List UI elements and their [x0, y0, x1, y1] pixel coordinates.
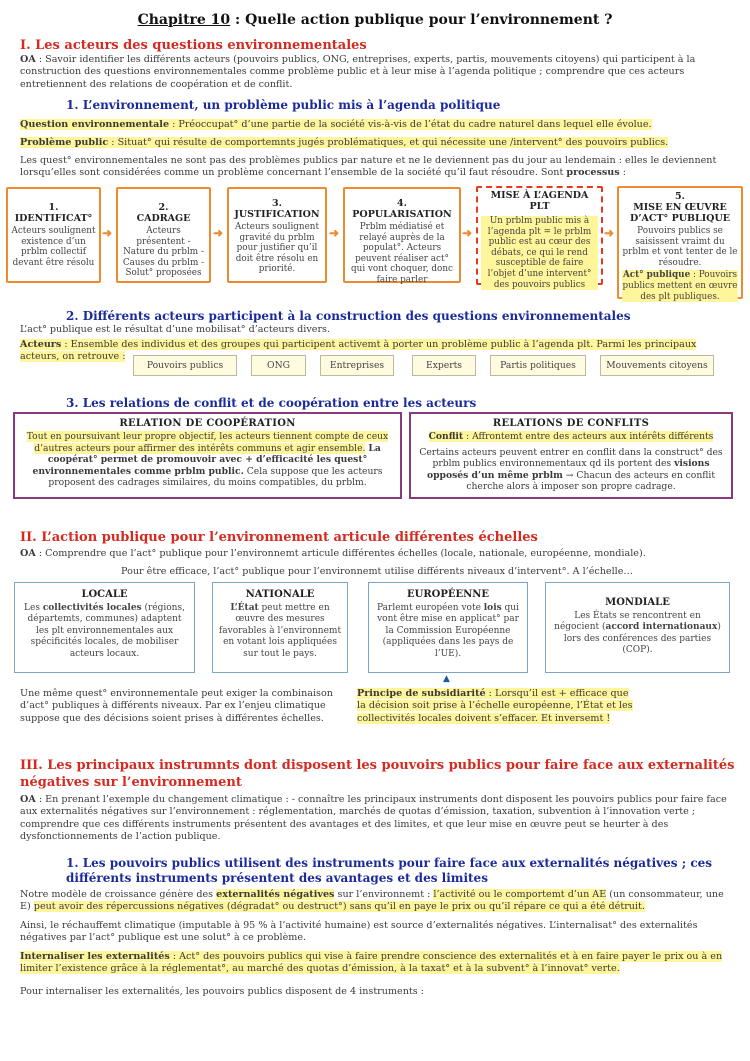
section-1-heading: I. Les acteurs des questions environnementales — [20, 38, 367, 53]
level-mondiale-box: MONDIALE Les États se rencontrent en négocient (accord internationaux) lors des conférences des parties (COP). — [545, 582, 730, 673]
subsection-1-1-heading: 1. L’environnement, un problème public mis à l’agenda politique — [66, 98, 501, 112]
subsection-1-2-heading: 2. Différents acteurs participent à la construction des questions environnementales — [66, 309, 631, 323]
section-2-intro: Pour être efficace, l’act° publique pour l’environnemt utilise différents niveaux d’intervent°. A l’échelle… — [121, 566, 634, 577]
process-step-popularisation: 4. POPULARISATION Prblm médiatisé et relayé auprès de la populat°. Acteurs peuvent réaliser act° qui vont choquer, donc faire parler — [343, 187, 461, 283]
actor-pouvoirs-publics: Pouvoirs publics — [133, 355, 237, 376]
process-step-mise-en-oeuvre: 5. MISE EN ŒUVRE D’ACT° PUBLIQUE Pouvoirs publics se saisissent vraimt du prblm et vont tenter de le résoudre. Act° publique : Pouvoirs publics mettent en œuvre des plt publiques. — [617, 186, 743, 299]
actor-ong: ONG — [251, 355, 306, 376]
level-europeenne-box: EUROPÉENNE Parlemt européen vote lois qui vont être mise en applicat° par la Commission Européenne (appliquées dans les pays de l’UE). — [368, 582, 528, 673]
paragraph-externalites: Notre modèle de croissance génère des externalités négatives sur l’environnemt : l’activité ou le comportemt d’un AE (un consommateur, une E) peut avoir des répercussions négatives (dégradat° ou destruct°) sans qu’il en paye le prix ou qu’il répare ce qui a été détruit. — [20, 889, 724, 913]
process-step-mise-agenda: MISE À L’AGENDA PLT Un prblm public mis à l’agenda plt = le prblm public est au cœur des débats, ce qui le rend susceptible de faire l’objet d’une intervent° des pouvoirs publics — [476, 186, 603, 285]
actor-entreprises: Entreprises — [320, 355, 394, 376]
arrow-up-icon: ▲ — [443, 674, 450, 684]
paragraph-problemes-publics: Les quest° environnementales ne sont pas des problèmes publics par nature et ne le deviennent pas du jour au lendemain : elles le deviennent lorsqu’elles sont considérées comme un problème concernant l’ensemble de la société qu’il faut résoudre. Sont processus : — [20, 155, 717, 179]
page-title — [0, 12, 750, 28]
arrow-right-icon: ➜ — [102, 226, 113, 240]
section-2-objectives: OA : Comprendre que l’act° publique pour l’environnemt articule différentes échelles (locale, nationale, européenne, mondiale). — [20, 548, 646, 559]
process-step-cadrage: 2. CADRAGE Acteurs présentent - Nature du prblm - Causes du prblm - Solut° proposées — [116, 187, 211, 283]
process-step-identification: 1. IDENTIFICAT° Acteurs soulignent existence d’un prblm collectif devant être résolu — [6, 187, 101, 283]
actor-partis-politiques: Partis politiques — [490, 355, 586, 376]
definition-probleme-public: Problème public : Situat° qui résulte de comportemnts jugés problématiques, et qui nécessite une /intervent° des pouvoirs publics. — [20, 137, 669, 148]
subsection-1-3-heading: 3. Les relations de conflit et de coopération entre les acteurs — [66, 396, 477, 410]
paragraph-instruments: Pour internaliser les externalités, les pouvoirs publics disposent de 4 instruments : — [20, 986, 424, 997]
actor-experts: Experts — [412, 355, 476, 376]
arrow-right-icon: ➜ — [329, 226, 340, 240]
section-3-objectives: OA : En prenant l’exemple du changement climatique : - connaître les principaux instruments dont disposent les pouvoirs publics pour faire face aux externalités négatives sur l’environnement : réglementation, marchés de quotas d’émission, taxation, subvention à l’innovation verte ; comprendre que ces différents instruments présentent des avantages et des limites, et que leur mise en œuvre peut se heurter à des dysfonctionnements de l’action publique. — [20, 794, 727, 843]
subsection-1-2-intro: L’act° publique est le résultat d’une mobilisat° d’acteurs divers. — [20, 324, 331, 335]
definition-question-env: Question environnementale : Préoccupat° d’une partie de la société vis-à-vis de l’état du cadre naturel dans lequel elle évolue. — [20, 119, 652, 130]
arrow-right-icon: ➜ — [213, 226, 224, 240]
process-step-justification: 3. JUSTIFICATION Acteurs soulignent gravité du prblm pour justifier qu’il doit être résolu en priorité. — [227, 187, 327, 283]
conflict-box: RELATIONS DE CONFLITS Conflit : Affrontemt entre des acteurs aux intérêts différents Certains acteurs peuvent entrer en conflit dans la construct° des prblm publics environnementaux qd ils portent des visions opposés d’un même prblm → Chacun des acteurs en conflit cherche alors à imposer son propre cadrage. — [409, 412, 733, 499]
chapter-label: Chapitre 10 — [137, 12, 231, 28]
paragraph-rechauffement: Ainsi, le réchauffemt climatique (imputable à 95 % à l’activité humaine) est source d’externalités négatives. L’internalisat° des externalités négatives par l’act° publique est une solut° à ce problème. — [20, 920, 698, 944]
cooperation-box: RELATION DE COOPÉRATION Tout en poursuivant leur propre objectif, les acteurs tiennent compte de ceux d’autres acteurs pour affirmer des intérêts communs et agir ensemble. La coopérat° permet de promouvoir avec + d’efficacité les quest° environnementales comme prblm public. Cela suppose que les acteurs proposent des cadrages similaires, du moins compatibles, du prblm. — [13, 412, 402, 499]
arrow-right-icon: ➜ — [462, 226, 473, 240]
section-1-objectives: OA : Savoir identifier les différents acteurs (pouvoirs publics, ONG, entreprises, experts, partis, mouvements citoyens) qui participent à la construction des questions environnementales comme problème public et à leur mise à l’agenda politique ; comprendre que ces acteurs entretiennent des relations de coopération et de conflit. — [20, 54, 696, 90]
definition-acteurs: Acteurs : Ensemble des individus et des groupes qui participent activemt à porter un problème public à l’agenda plt. Parmi les principaux acteurs, on retrouve : — [20, 339, 697, 363]
section-2-heading: II. L’action publique pour l’environnement articule différentes échelles — [20, 530, 538, 545]
chapter-title: : Quelle action publique pour l’environnement ? — [230, 12, 613, 28]
section-2-paragraph: Une même quest° environnementale peut exiger la combinaison d’act° publiques à différents niveaux. Par ex l’enjeu climatique suppose que des décisions soient prises à différentes échelles. — [20, 688, 333, 724]
definition-internaliser: Internaliser les externalités : Act° des pouvoirs publics qui vise à faire prendre conscience des externalités et à en faire payer le prix ou à en limiter l’existence grâce à la réglementat°, au marché des quotas d’émission, à la taxat° et à la subvent° à l’innovat° verte. — [20, 951, 723, 975]
actor-mouvements-citoyens: Mouvements citoyens — [600, 355, 714, 376]
principe-subsidiarite: Principe de subsidiarité : Lorsqu’il est + efficace que la décision soit prise à l’échelle européenne, l’État et les collectivités locales doivent s’effacer. Et inversemt ! — [357, 688, 633, 724]
section-3-heading: III. Les principaux instrumnts dont disposent les pouvoirs publics pour faire face aux externalités négatives sur l’environnement — [20, 758, 735, 790]
subsection-3-1-heading: 1. Les pouvoirs publics utilisent des instruments pour faire face aux externalités négatives ; ces différents instruments présentent des avantages et des limites — [66, 856, 713, 885]
arrow-right-icon: ➜ — [604, 226, 615, 240]
level-nationale-box: NATIONALE L’État peut mettre en œuvre des mesures favorables à l’environnemt en votant lois appliquées sur tout le pays. — [212, 582, 348, 673]
level-locale-box: LOCALE Les collectivités locales (régions, départemts, communes) adaptent les plt environnementales aux spécificités locales, de mobiliser acteurs locaux. — [14, 582, 195, 673]
